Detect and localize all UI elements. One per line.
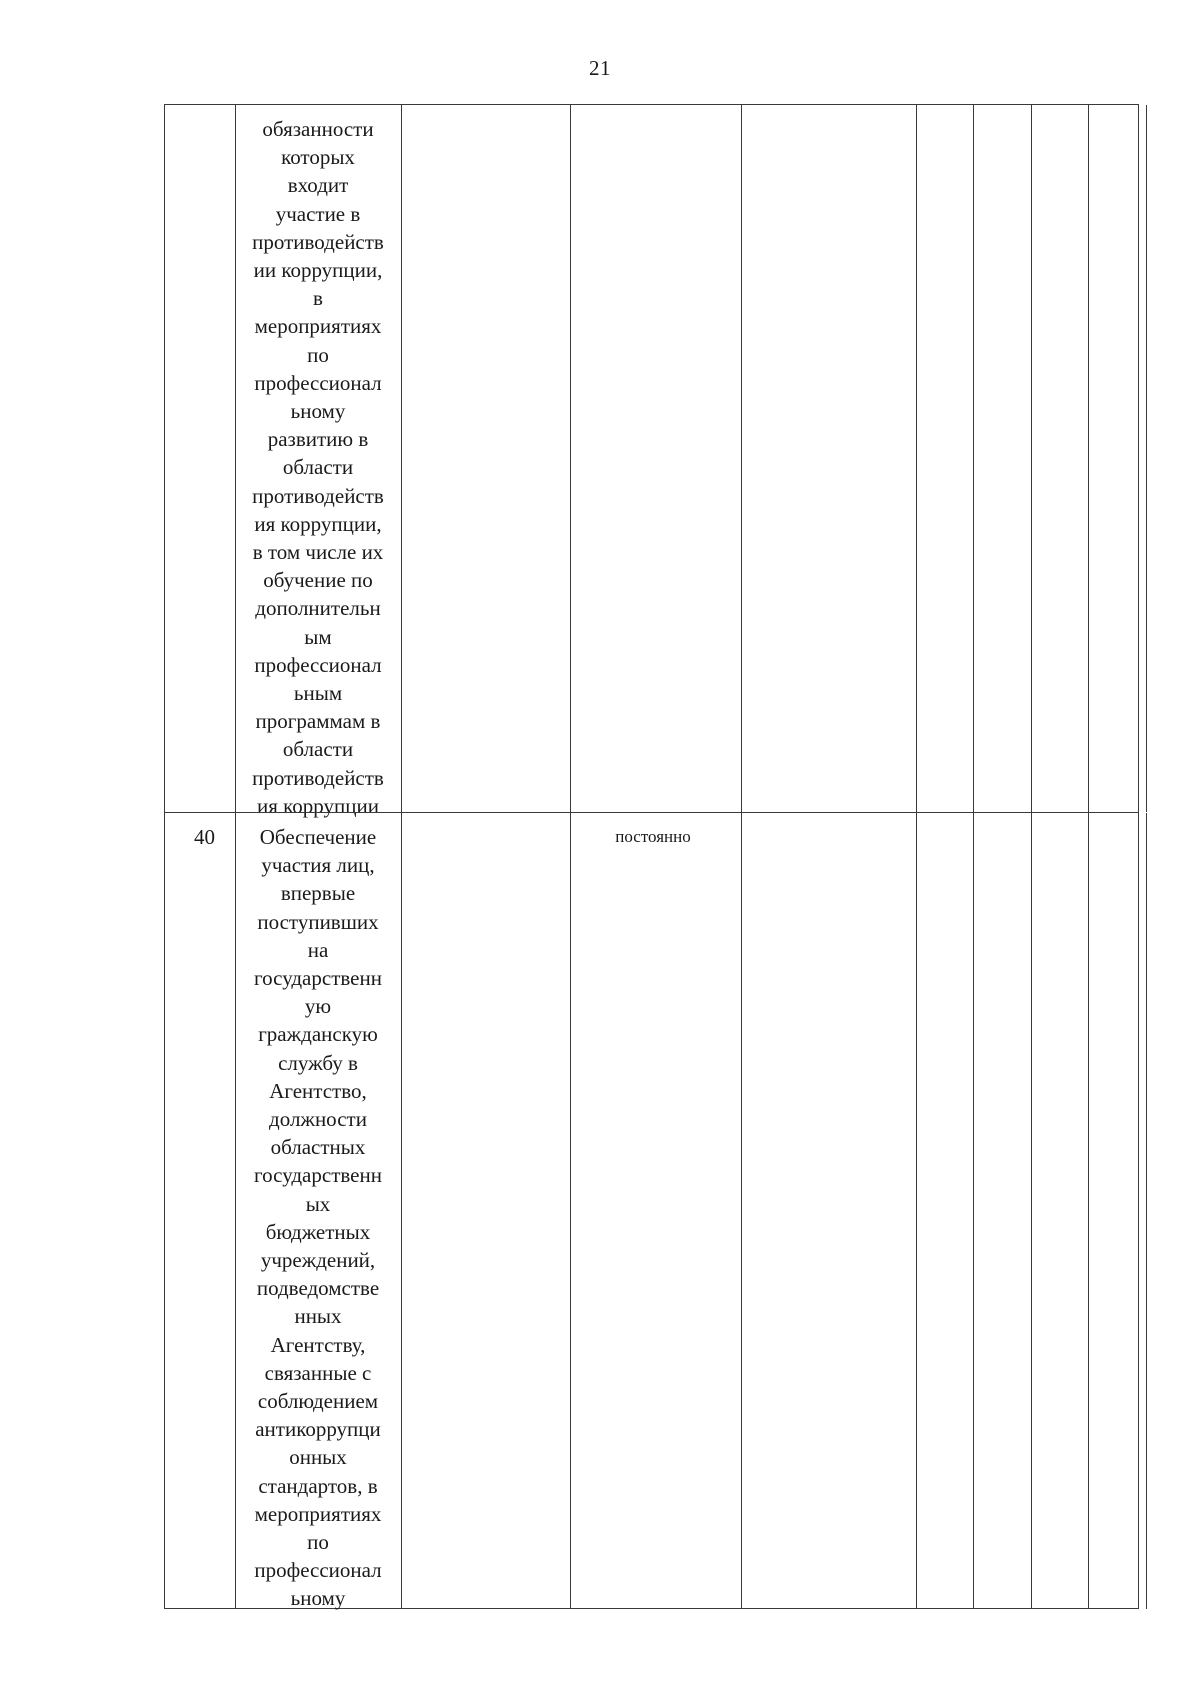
description-line: участия лиц,: [261, 853, 375, 878]
description-line: которых: [281, 145, 355, 170]
description-line: обязанности: [262, 117, 374, 141]
description-line: по: [307, 1530, 329, 1555]
measure-description: [235, 115, 401, 820]
description-line: области: [282, 455, 354, 480]
description-line: по: [307, 342, 329, 367]
column-divider: [916, 813, 917, 1609]
description-line: стандартов, в: [258, 1473, 378, 1498]
description-line: ия коррупции: [257, 793, 379, 818]
description-line: мероприятиях: [254, 314, 382, 339]
column-divider: [741, 105, 742, 812]
description-line: профессионал: [254, 652, 382, 677]
description-line: ых: [305, 1191, 331, 1216]
description-line: области: [282, 737, 354, 762]
description-line: поступивших: [257, 909, 379, 934]
column-divider: [401, 813, 402, 1609]
description-line: онных: [289, 1445, 347, 1470]
description-line: подведомстве: [256, 1276, 380, 1301]
description-line: профессионал: [254, 1558, 382, 1583]
plan-table: [164, 104, 1139, 1609]
description-line: Агентство,: [269, 1078, 367, 1103]
description-line: на: [307, 937, 329, 962]
column-divider: [570, 105, 571, 812]
column-divider: [1146, 105, 1147, 812]
description-line: ую: [304, 994, 332, 1019]
description-line: нных: [294, 1304, 342, 1329]
description-line: гражданскую: [258, 1022, 378, 1047]
deadline: постоянно: [615, 827, 691, 846]
description-line: областных: [270, 1135, 366, 1160]
description-line: ьным: [293, 681, 343, 706]
description-line: ьному: [290, 1586, 346, 1611]
description-line: противодейств: [252, 765, 384, 790]
description-line: службу в: [278, 1050, 358, 1075]
measure-description: [235, 823, 401, 1613]
description-line: соблюдением: [257, 1389, 379, 1414]
description-line: учреждений,: [260, 1248, 376, 1273]
description-line: должности: [269, 1107, 367, 1132]
description-line: дополнительн: [255, 596, 381, 621]
column-divider: [401, 105, 402, 812]
description-line: программам в: [255, 709, 381, 734]
description-line: ьному: [290, 399, 346, 424]
column-divider: [570, 813, 571, 1609]
description-line: мероприятиях: [254, 1501, 382, 1526]
description-line: противодейств: [252, 229, 384, 254]
description-line: ия коррупции,: [254, 511, 382, 536]
description-line: связанные с: [264, 1360, 372, 1385]
description-line: противодейств: [252, 483, 384, 508]
description-line: бюджетных: [265, 1219, 371, 1244]
column-divider: [1088, 105, 1089, 812]
description-line: развитию в: [267, 427, 369, 452]
item-number-text: 40: [194, 825, 215, 849]
description-line: антикоррупци: [255, 1417, 381, 1442]
table-row: [165, 812, 1138, 1609]
column-divider: [1088, 813, 1089, 1609]
column-divider: [741, 813, 742, 1609]
description-line: впервые: [280, 881, 356, 906]
page-number: 21: [589, 56, 611, 80]
description-line: входит: [287, 173, 349, 198]
description-line: участие в: [275, 201, 361, 226]
column-divider: [1031, 105, 1032, 812]
table-row: [165, 105, 1138, 818]
description-line: в том числе их: [252, 540, 384, 565]
description-line: ым: [304, 624, 332, 649]
item-number: [165, 823, 235, 851]
description-line: в: [313, 286, 323, 311]
description-line: обучение по: [263, 568, 373, 593]
description-line: Агентству,: [270, 1332, 366, 1357]
description-line: ии коррупции,: [253, 258, 383, 283]
description-line: государственн: [254, 1163, 382, 1188]
description-line: государственн: [254, 966, 382, 991]
description-line: профессионал: [254, 370, 382, 395]
column-divider: [973, 813, 974, 1609]
description-line: Обеспечение: [259, 825, 377, 849]
column-divider: [1146, 813, 1147, 1609]
column-divider: [916, 105, 917, 812]
column-divider: [973, 105, 974, 812]
column-divider: [1031, 813, 1032, 1609]
